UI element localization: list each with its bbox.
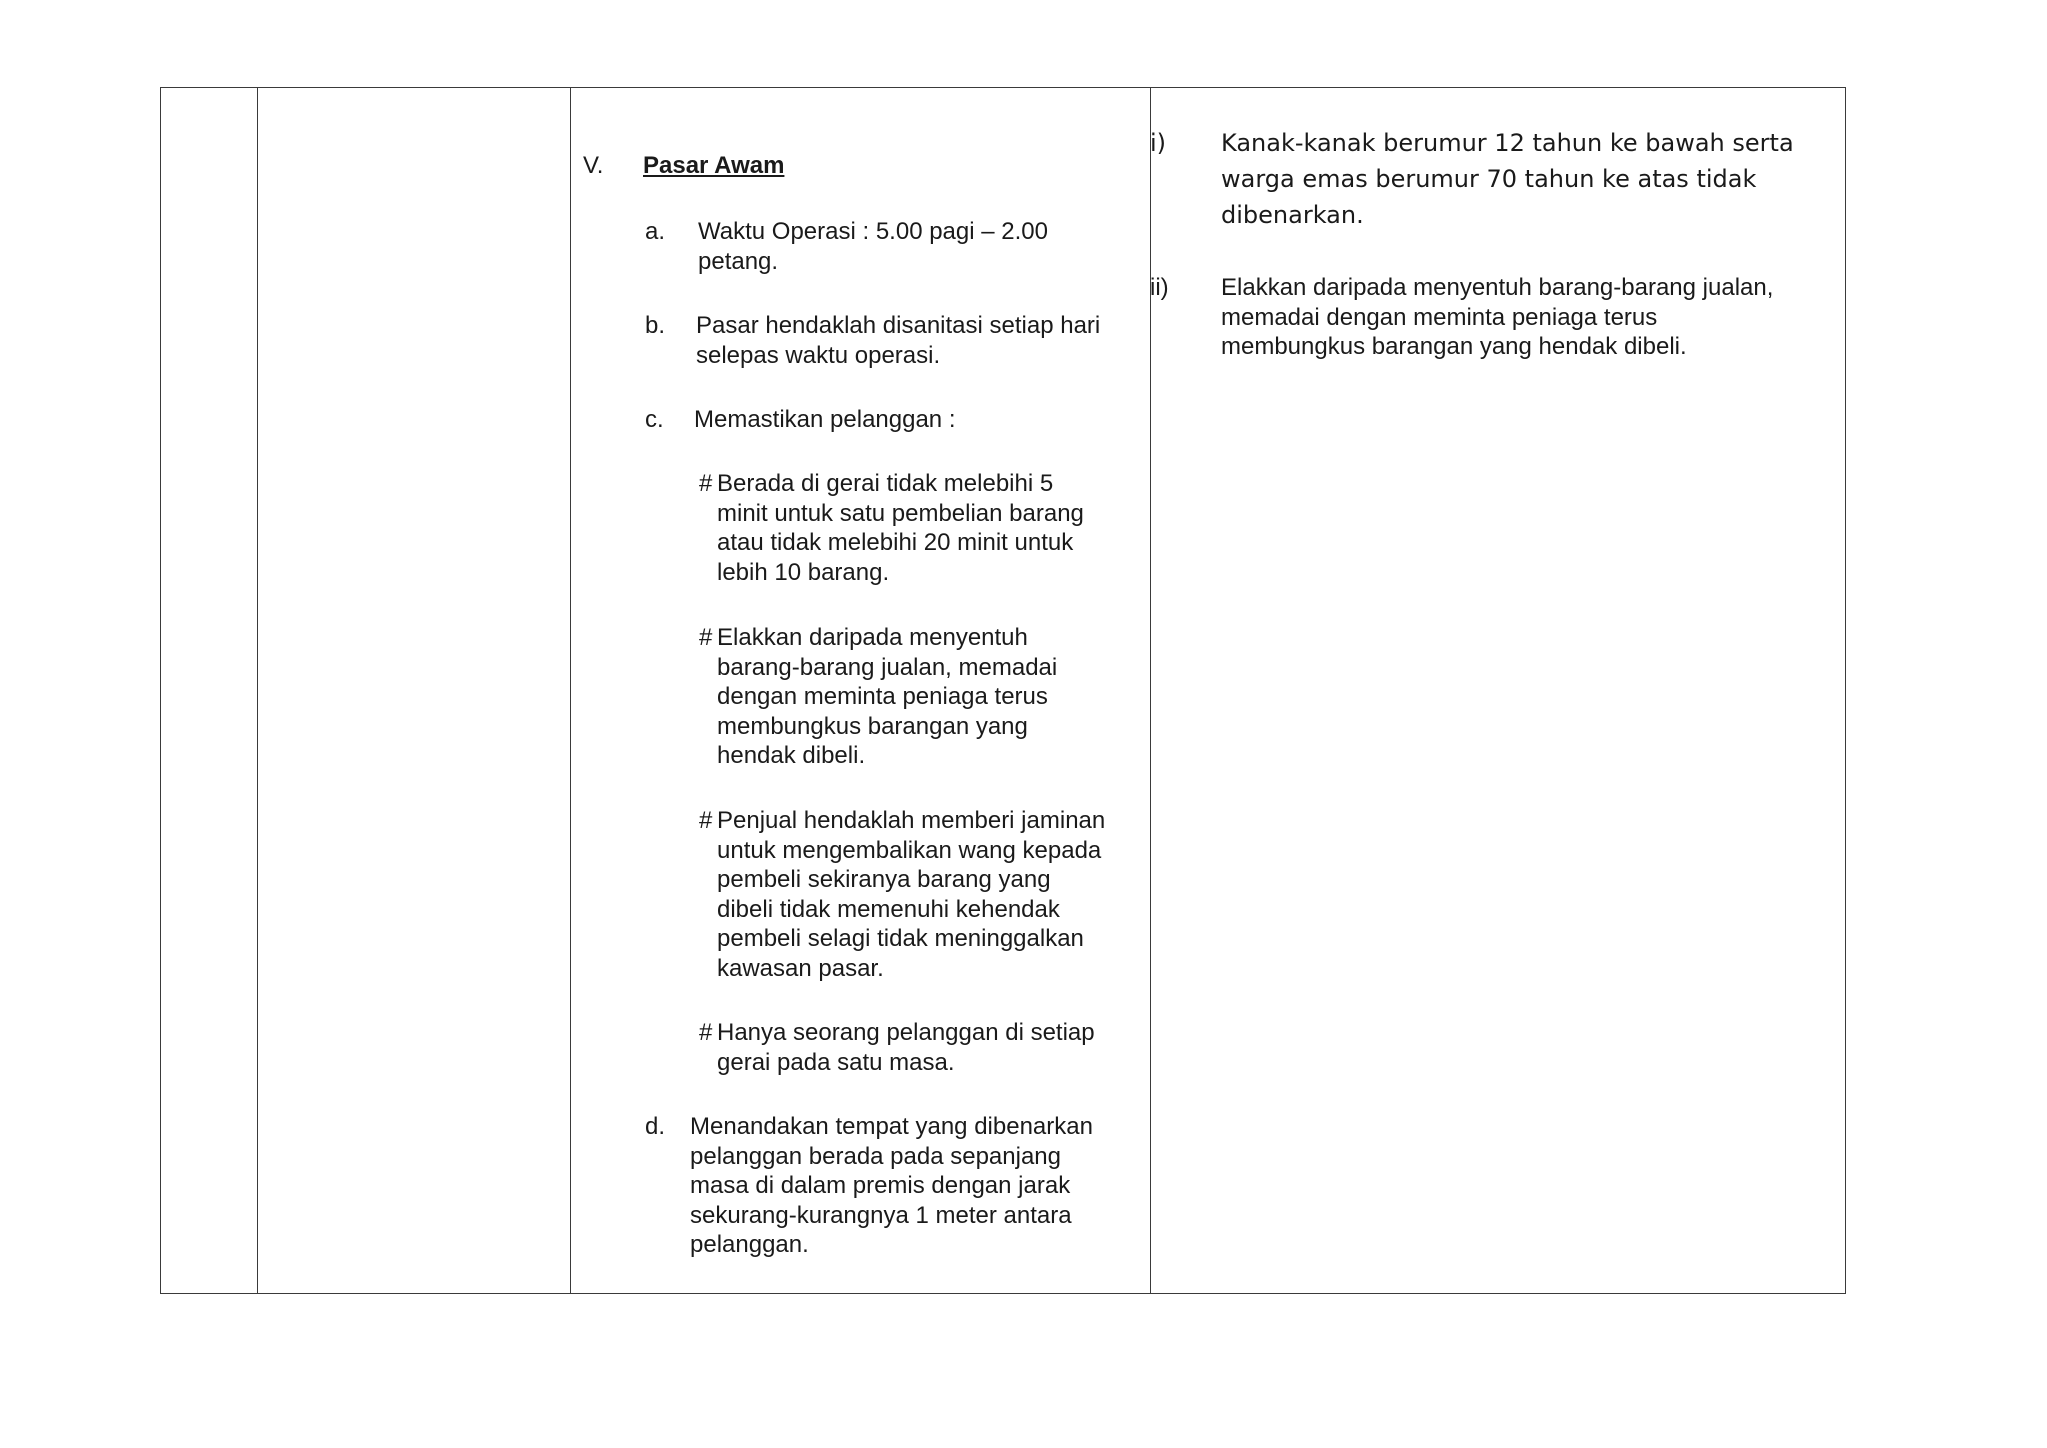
item-d-text: Menandakan tempat yang dibenarkan pelanggan berada pada sepanjang masa di dalam premis dengan jarak sekurang-kurangnya 1 meter antara pelanggan.: [690, 1113, 1093, 1259]
note-2-number: ii): [1150, 274, 1169, 301]
column-divider-2: [570, 88, 571, 1293]
column-divider-3: [1150, 88, 1151, 1293]
sub-item-4-text: Hanya seorang pelanggan di setiap gerai pada satu masa.: [717, 1019, 1095, 1076]
sub-item-3-marker: #: [699, 807, 713, 834]
sub-item-3-text: Penjual hendaklah memberi jaminan untuk mengembalikan wang kepada pembeli sekiranya barang yang dibeli tidak memenuhi kehendak pembeli selagi tidak meninggalkan kawasan pasar.: [717, 807, 1106, 982]
section-number: V.: [583, 152, 604, 179]
sub-item-2-text: Elakkan daripada menyentuh barang-barang jualan, memadai dengan meminta peniaga terus membungkus barangan yang hendak dibeli.: [717, 624, 1058, 770]
column-divider-1: [257, 88, 258, 1293]
note-1-number: i): [1150, 129, 1167, 157]
item-c-text: Memastikan pelanggan :: [694, 406, 956, 433]
note-2-text: Elakkan daripada menyentuh barang-barang jualan, memadai dengan meminta peniaga terus membungkus barangan yang hendak dibeli.: [1221, 274, 1774, 361]
item-d-letter: d.: [645, 1113, 666, 1140]
item-c-letter: c.: [645, 406, 664, 433]
item-a-letter: a.: [645, 218, 666, 245]
note-1-text: Kanak-kanak berumur 12 tahun ke bawah serta warga emas berumur 70 tahun ke atas tidak dibenarkan.: [1221, 129, 1794, 229]
sub-item-4-marker: #: [699, 1019, 713, 1046]
section-title: Pasar Awam: [643, 152, 785, 179]
sub-item-1-marker: #: [699, 470, 713, 497]
item-b-letter: b.: [645, 312, 666, 339]
sub-item-1-text: Berada di gerai tidak melebihi 5 minit untuk satu pembelian barang atau tidak melebihi 20 minit untuk lebih 10 barang.: [717, 470, 1084, 586]
sub-item-2-marker: #: [699, 624, 713, 651]
item-b-text: Pasar hendaklah disanitasi setiap hari selepas waktu operasi.: [696, 312, 1101, 369]
item-a-text: Waktu Operasi : 5.00 pagi – 2.00 petang.: [698, 218, 1048, 275]
